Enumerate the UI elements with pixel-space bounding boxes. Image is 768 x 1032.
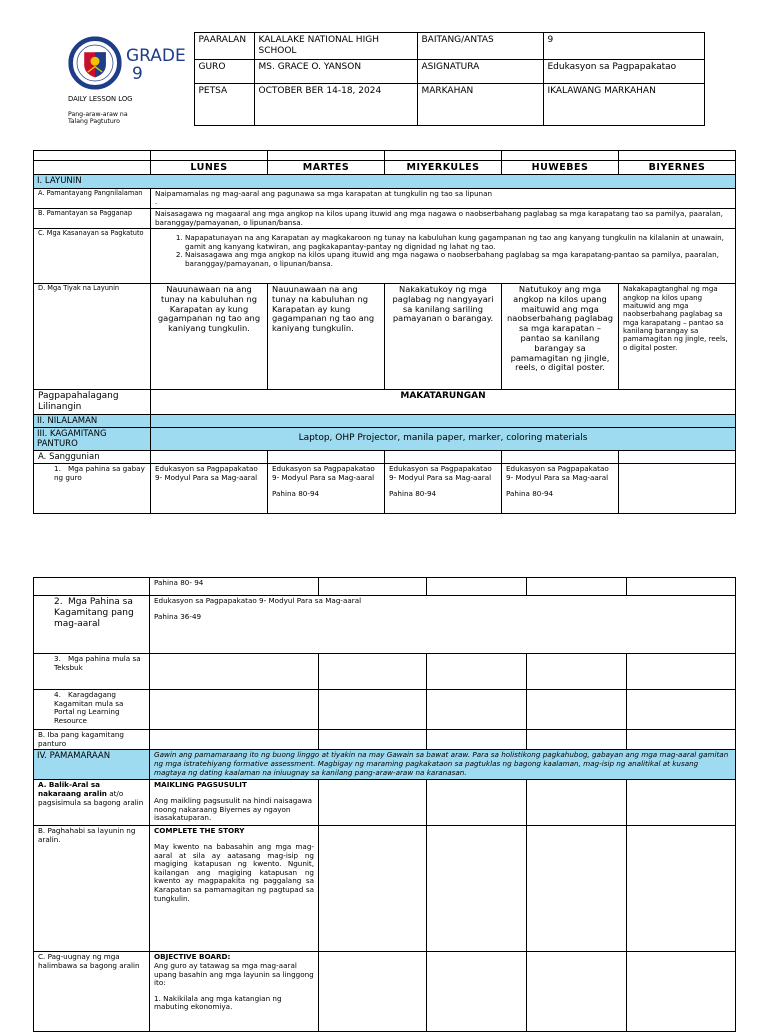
pamantayan-pagganap-label: B. Pamantayan sa Pagganap — [34, 208, 151, 228]
petsa-label: PETSA — [194, 83, 254, 125]
balik-aral-content: MAIKLING PAGSUSULIT Ang maikling pagsusulit na hindi naisagawa noong nakaraang Biyernes ay ngayon isasakatuparan. — [150, 780, 319, 826]
kagamitan-value: Laptop, OHP Projector, manila paper, marker, coloring materials — [151, 427, 736, 450]
ref-lunes: Edukasyon sa Pagpapakatao 9- Modyul Para sa Mag-aaral — [151, 464, 268, 514]
balik-aral-label: A. Balik-Aral sa nakaraang aralin at/o pagsisimula sa bagong aralin — [34, 780, 150, 826]
teksbuk-label: 3. Mga pahina mula sa Teksbuk — [34, 654, 150, 690]
paghahabi-label: B. Paghahabi sa layunin ng aralin. — [34, 826, 150, 952]
markahan-value: IKALAWANG MARKAHAN — [543, 83, 704, 125]
kagamitang-mag-aaral-value: Edukasyon sa Pagpapakatao 9- Modyul Para sa Mag-aaral Pahina 36-49 — [150, 596, 736, 654]
gabay-guro-label: 1. Mga pahina sa gabay ng guro — [34, 464, 151, 514]
layunin-huwebes: Natutukoy ang mga angkop na kilos upang maituwid ang mga naobserbahang paglabag sa mga karapatan – pantao sa kanilang barangay sa pamamagitan ng jingle, reels, o digital poster. — [502, 284, 619, 390]
baitang-value: 9 — [543, 33, 704, 60]
asignatura-value: Edukasyon sa Pagpapakatao — [543, 59, 704, 83]
petsa-value: OCTOBER BER 14-18, 2024 — [254, 83, 417, 125]
pamantayang-pangnilalaman-value: Naipamamalas ng mag-aaral ang pagunawa sa mga karapatan at tungkulin ng tao sa lipunan . — [151, 188, 736, 208]
markahan-label: MARKAHAN — [417, 83, 543, 125]
baitang-label: BAITANG/ANTAS — [417, 33, 543, 60]
section-nilalaman: II. NILALAMAN — [34, 414, 151, 427]
ref-martes: Edukasyon sa Pagpapakatao 9- Modyul Para sa Mag-aaral Pahina 80-94 — [268, 464, 385, 514]
logo-cell — [64, 33, 194, 126]
dll-label: DAILY LESSON LOG — [68, 94, 133, 103]
kasanayan-item: 2. Naisasagawa ang mga angkop na kilos upang ituwid ang mga nagawa o naobserbahang paglabag sa mga karapatang-pantao sa pamilya, paaralan, baranggay/pamayanan, o lipunan/bansa. — [185, 251, 731, 268]
layunin-martes: Nauunawaan na ang tunay na kabuluhan ng Karapatan ay kung gagampanan ng tao ang kaniyang tungkulin. — [268, 284, 385, 390]
guro-label: GURO — [194, 59, 254, 83]
pamantayan-pagganap-value: Naisasagawa ng magaaral ang mga angkop na kilos upang ituwid ang mga nagawa o naobserbahang paglabag sa mga karapatang tao sa pamilya, paaralan, baranggay/pamayanan, o lipunan/bansa. — [151, 208, 736, 228]
layunin-miyerkules: Nakakatukoy ng mga paglabag ng nangyayari sa kanilang sariling pamayanan o barangay. — [385, 284, 502, 390]
kasanayan-label: C. Mga Kasanayan sa Pagkatuto — [34, 229, 151, 284]
layunin-biyernes: Nakakapagtanghal ng mga angkop na kilos upang maituwid ang mga naobserbahang paglabag sa mga karapatang – pantao sa kanilang barangay sa pamamagitan ng jingle, reels, o digital poster. — [619, 284, 736, 390]
pamamaraan-note: Gawin ang pamamaraang ito ng buong linggo at tiyakin na may Gawain sa bawat araw. Para sa holistikong pagkahubog, gabayan ang mga mag-aaral gamitan ng mga istratehiyang formative assessment. Magbigay ng maraming pagkakataon sa pagtuklas ng bagong kaalaman, mag-isip ng analitikal at kusang magtaya ng dating kaalaman na iniuugnay sa kanilang pang-araw-araw na karanasan. — [150, 750, 736, 780]
kasanayan-item: 1. Napapatunayan na ang Karapatan ay magkakaroon ng tunay na kabuluhan kung gagampanan ng tao ang kanyang tungkulin na kilalanin at unawain, gamit ang kanyang katwiran, ang pagkakapantay-pantay ng dignidad ng lahat ng tao. — [185, 234, 731, 251]
learning-resource-label: 4. Karagdagang Kagamitan mula sa Portal ng Learning Resource — [34, 690, 150, 730]
paaralan-value: KALALAKE NATIONAL HIGH SCHOOL — [254, 33, 417, 60]
section-pamamaraan: IV. PAMAMARAAN — [34, 750, 150, 780]
pamantayang-pangnilalaman-label: A. Pamantayang Pangnilalaman — [34, 188, 151, 208]
day-miyerkules: MIYERKULES — [385, 161, 502, 175]
guro-value: MS. GRACE O. YANSON — [254, 59, 417, 83]
paghahabi-content: COMPLETE THE STORY May kwento na babasahin ang mga mag-aaral at sila ay aatasang mag-isip ng magiging katapusan ng kwento. Ngunit, kailangan ang magiging katapusan ng kwento ay magpapakita ng paggalang sa Karapatan sa pamamagitan ng pagtupad sa tungkulin. — [150, 826, 319, 952]
iba-pang-kagamitan-label: B. Iba pang kagamitang panturo — [34, 730, 150, 750]
lesson-log-table — [33, 150, 736, 514]
grade-title: GRADE 9 — [126, 45, 186, 85]
layunin-lunes: Nauunawaan na ang tunay na kabuluhan ng Karapatan ay kung gagampanan ng tao ang kaniyang tungkulin. — [151, 284, 268, 390]
kasanayan-list — [151, 229, 736, 284]
header-table — [64, 32, 705, 126]
cont-pahina: Pahina 80- 94 — [150, 578, 319, 596]
pag-uugnay-content: OBJECTIVE BOARD: Ang guro ay tatawag sa mga mag-aaral upang basahin ang mga layunin sa linggong ito: 1. Nakikilala ang mga katangian ng mabuting ekonomiya. — [150, 952, 319, 1032]
pagpapahalaga-label: Pagpapahalagang Lilinangin — [34, 390, 151, 415]
pagpapahalaga-value: MAKATARUNGAN — [151, 390, 736, 415]
pang-label: Pang-araw-araw na Talang Pagtuturo — [68, 110, 128, 125]
day-martes: MARTES — [268, 161, 385, 175]
tiyak-na-layunin-label: D. Mga Tiyak na Layunin — [34, 284, 151, 390]
day-huwebes: HUWEBES — [502, 161, 619, 175]
paaralan-label: PAARALAN — [194, 33, 254, 60]
ref-huwebes: Edukasyon sa Pagpapakatao 9- Modyul Para sa Mag-aaral Pahina 80-94 — [502, 464, 619, 514]
section-layunin: I. LAYUNIN — [34, 175, 736, 188]
kagamitang-mag-aaral-label: 2. Mga Pahina sa Kagamitang pang mag-aaral — [34, 596, 150, 654]
deped-seal-icon — [68, 36, 122, 90]
pag-uugnay-label: C. Pag-uugnay ng mga halimbawa sa bagong aralin — [34, 952, 150, 1032]
sanggunian-label: A. Sanggunian — [34, 451, 151, 464]
ref-miyerkules: Edukasyon sa Pagpapakatao 9- Modyul Para sa Mag-aaral Pahina 80-94 — [385, 464, 502, 514]
day-biyernes: BIYERNES — [619, 161, 736, 175]
section-kagamitang-panturo: III. KAGAMITANG PANTURO — [34, 427, 151, 450]
asignatura-label: ASIGNATURA — [417, 59, 543, 83]
lesson-log-table-continued — [33, 577, 736, 1032]
day-lunes: LUNES — [151, 161, 268, 175]
